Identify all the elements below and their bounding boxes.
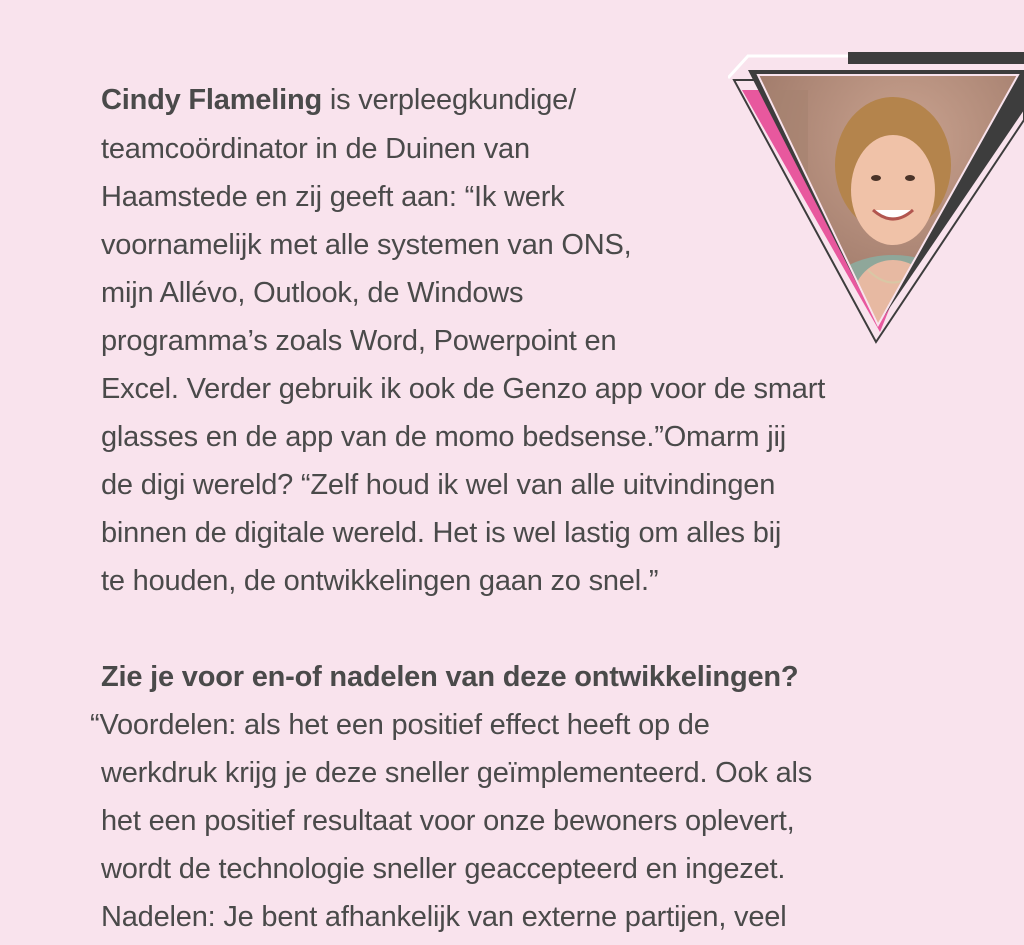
intro-line: voornamelijk met alle systemen van ONS, xyxy=(101,229,632,261)
intro-line: programma’s zoals Word, Powerpoint en xyxy=(101,325,617,357)
answer-line: “Voordelen: als het een positief effect heeft op de xyxy=(90,709,710,741)
intro-line: de digi wereld? “Zelf houd ik wel van alle uitvindingen xyxy=(101,469,776,501)
intro-line: te houden, de ontwikkelingen gaan zo snel.” xyxy=(101,565,659,597)
portrait-photo xyxy=(728,50,1024,346)
answer-line: werkdruk krijg je deze sneller geïmplementeerd. Ook als xyxy=(101,757,813,789)
person-name: Cindy Flameling xyxy=(101,84,322,116)
intro-line: mijn Allévo, Outlook, de Windows xyxy=(101,277,524,309)
portrait-frame xyxy=(728,50,1024,346)
answer-line: wordt de technologie sneller geaccepteerd en ingezet. xyxy=(101,853,786,885)
answer-line: Nadelen: Je bent afhankelijk van externe partijen, veel xyxy=(101,901,787,933)
intro-line-1 xyxy=(101,82,576,118)
intro-line: Haamstede en zij geeft aan: “Ik werk xyxy=(101,181,565,213)
answer-line: het een positief resultaat voor onze bewoners oplevert, xyxy=(101,805,795,837)
intro-line: glasses en de app van de momo bedsense.”Omarm jij xyxy=(101,421,786,453)
question-heading: Zie je voor en-of nadelen van deze ontwikkelingen? xyxy=(101,661,799,693)
intro-line: teamcoördinator in de Duinen van xyxy=(101,133,530,165)
intro-line: Excel. Verder gebruik ik ook de Genzo app voor de smart xyxy=(101,373,826,405)
intro-line: binnen de digitale wereld. Het is wel lastig om alles bij xyxy=(101,517,782,549)
intro-line-1-rest: is verpleegkundige/ xyxy=(321,84,576,116)
